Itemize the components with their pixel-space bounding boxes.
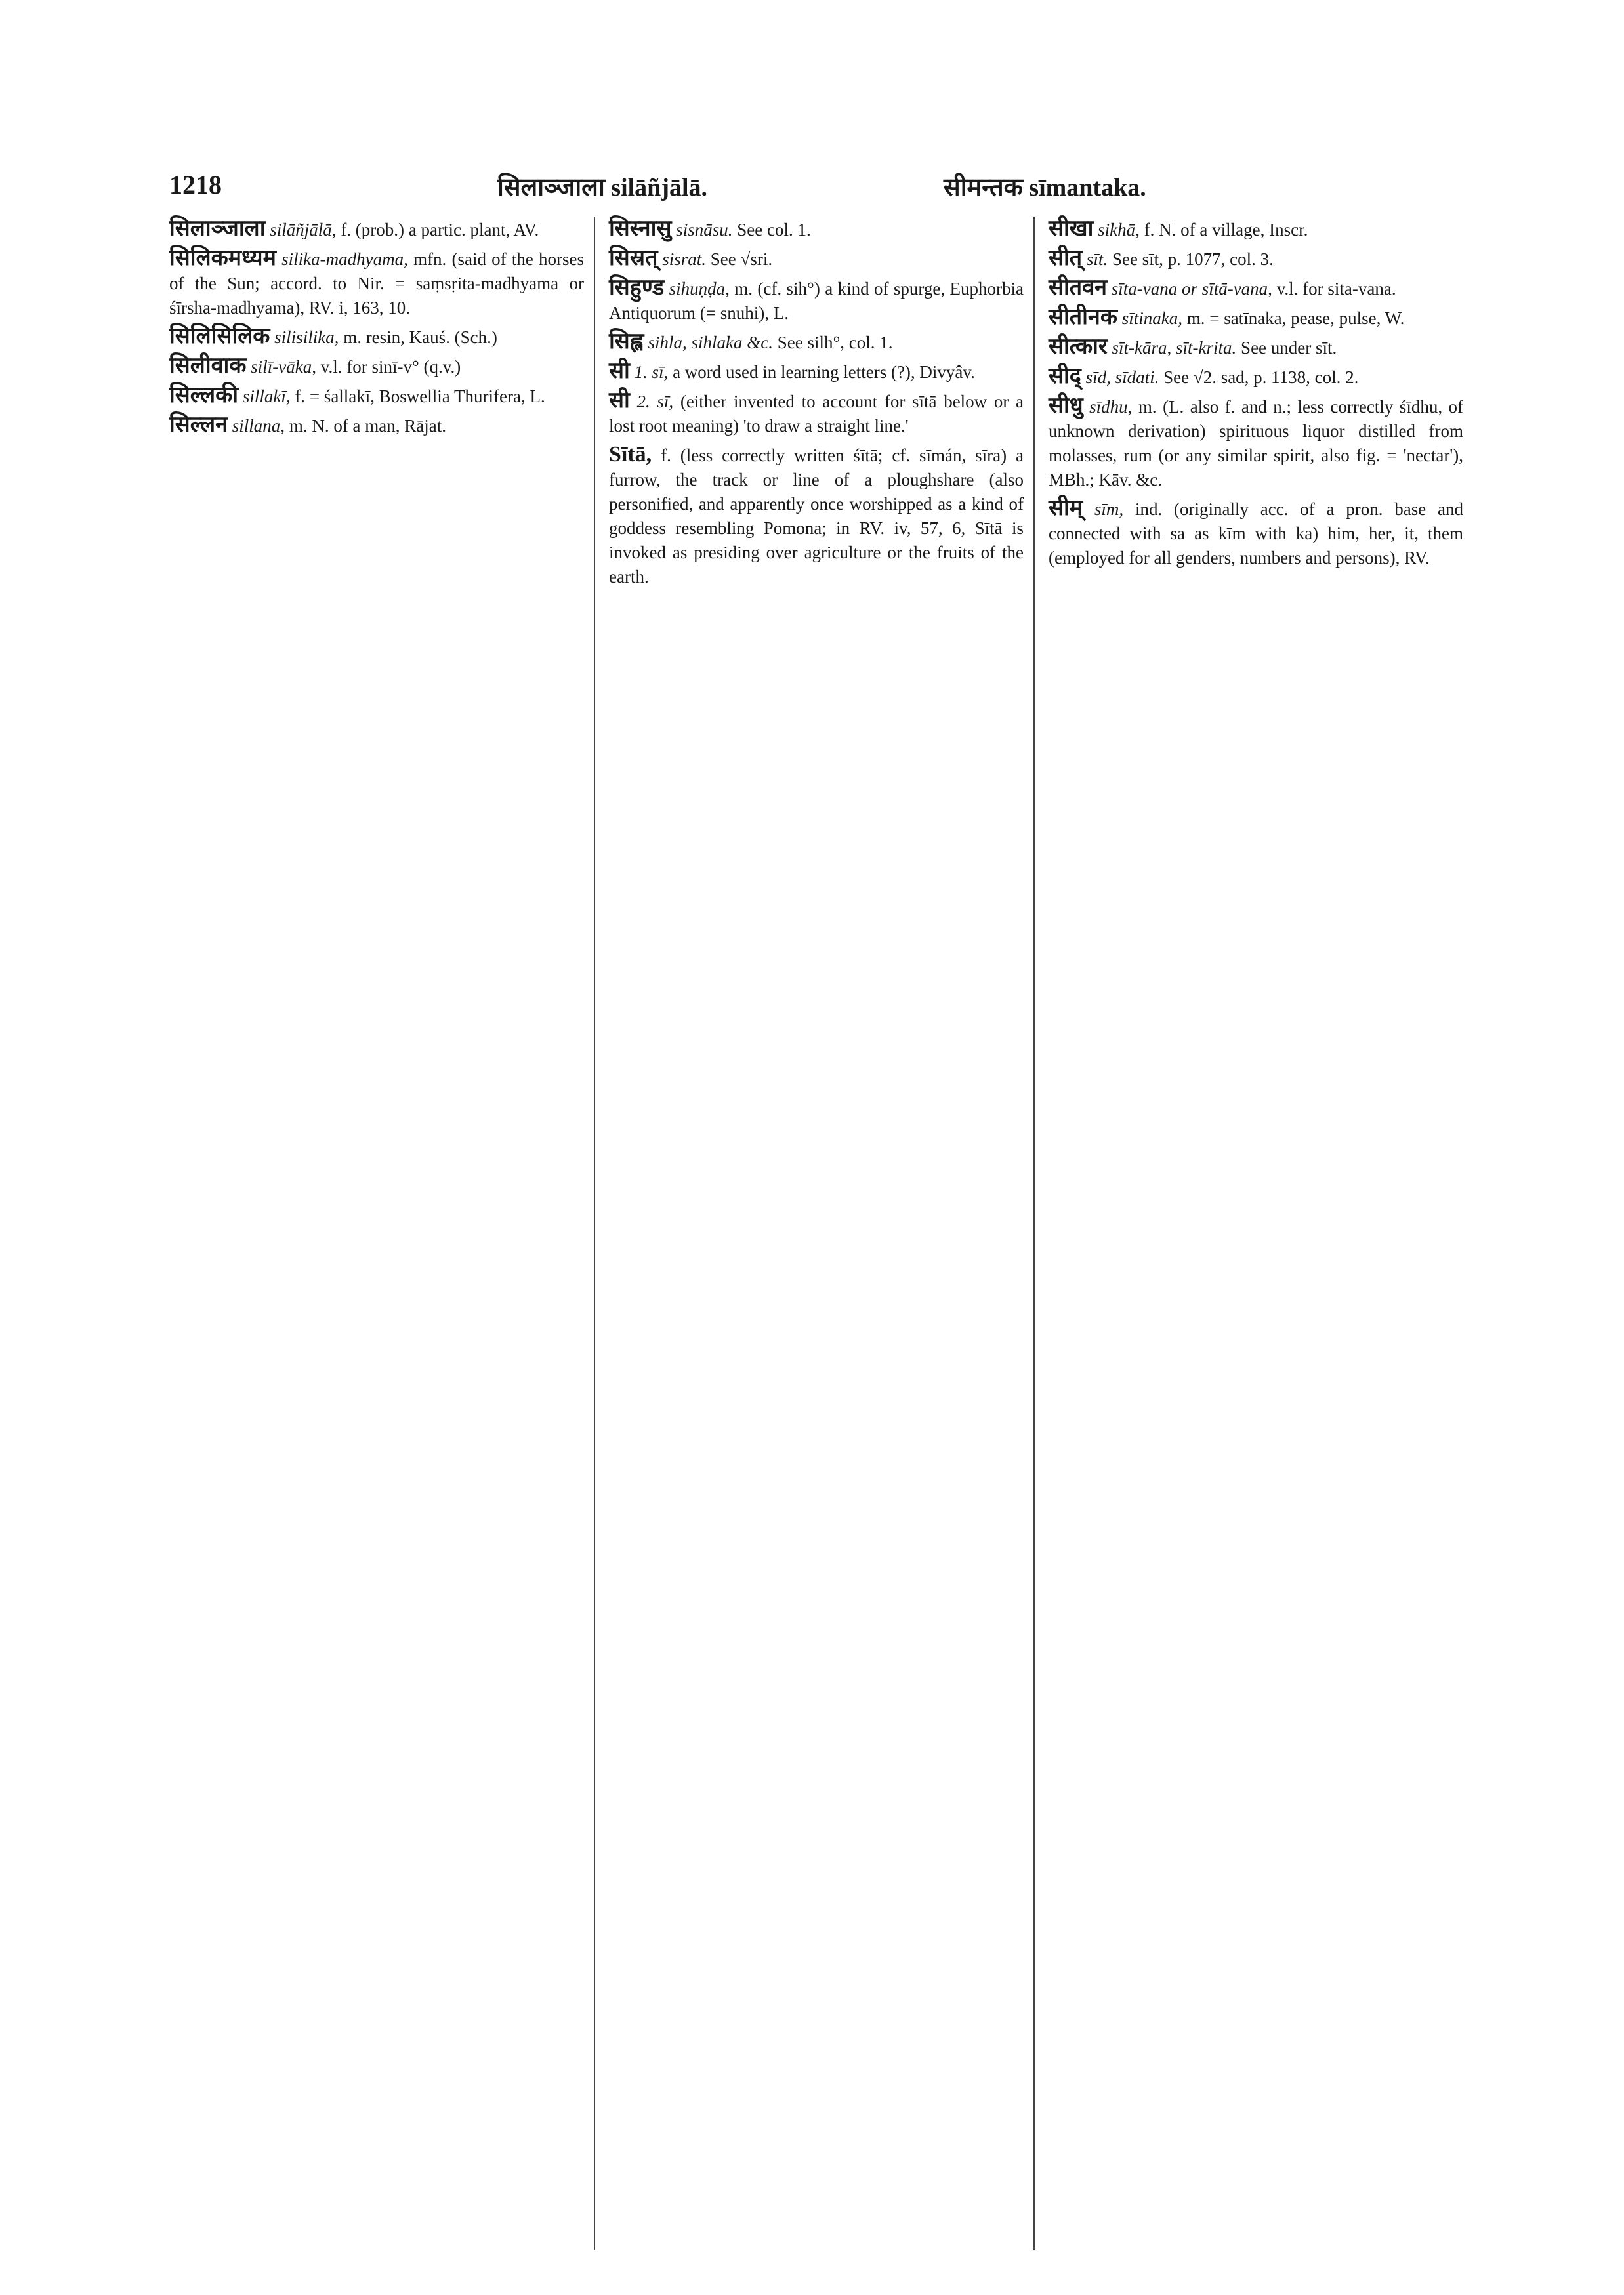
headword: सिस्नासु [609, 217, 672, 241]
transliteration: sillana, [232, 416, 285, 436]
headword: सीधु [1049, 394, 1083, 418]
transliteration: sīm, [1094, 499, 1124, 519]
definition: m. (L. also f. and n.; less correctly śīdhu, of unknown derivation) spirituous liquor distilled from molasses, rum (or any similar spirit, also fig. = 'nectar'), MBh.; Kāv. &c. [1049, 397, 1464, 489]
dictionary-entry [169, 217, 584, 242]
definition: See under sīt. [1241, 338, 1337, 358]
definition: f. = śallakī, Boswellia Thurifera, L. [295, 386, 545, 406]
dictionary-entry [609, 329, 1024, 355]
dictionary-entry [1049, 335, 1463, 360]
transliteration: silī-vāka, [251, 357, 316, 377]
transliteration: sīta-vana or sītā-vana, [1111, 279, 1272, 299]
transliteration: sihla, sihlaka &c. [648, 333, 773, 352]
dictionary-entry [169, 354, 584, 379]
dictionary-entry [1049, 496, 1463, 570]
page-number: 1218 [169, 170, 222, 199]
transliteration: silika-madhyama, [281, 249, 408, 269]
definition: v.l. for sita-vana. [1276, 279, 1396, 299]
dictionary-entry [609, 388, 1024, 438]
dictionary-entry [169, 324, 584, 350]
headword: सीतवन [1049, 276, 1107, 300]
dictionary-entry [609, 359, 1024, 384]
transliteration: sillakī, [242, 386, 291, 406]
headword: सिल्लन [169, 413, 228, 437]
headword: सिह्ल [609, 329, 644, 354]
dictionary-entry [1049, 217, 1463, 242]
headword: सीतीनक [1049, 305, 1117, 329]
definition: f. (less correctly written śītā; cf. sīmán, sīra) a furrow, the track or line of a ploughshare (also personified, and apparently once worshipped as a kind of goddess resembling Pomona; in RV. iv, 57, 6, Sītā is invoked as presiding over agriculture or the fruits of the earth. [609, 445, 1024, 587]
headword: सिस्रत् [609, 246, 658, 270]
transliteration: sīt-kāra, sīt-krita. [1112, 338, 1237, 358]
dictionary-entry [609, 442, 1024, 589]
definition: v.l. for sinī-v° (q.v.) [320, 357, 461, 377]
transliteration: sihuṇḍa, [669, 279, 730, 299]
dictionary-entry [1049, 246, 1463, 272]
page-header [169, 169, 1475, 209]
headword: सिल्लकी [169, 383, 239, 407]
transliteration: sīt. [1086, 249, 1108, 269]
definition: m. (cf. sih°) a kind of spurge, Euphorbia Antiquorum (= snuhi), L. [609, 279, 1024, 323]
transliteration: 1. sī, [634, 362, 669, 382]
headword: सीत् [1049, 246, 1083, 270]
headword: सिलिकमध्यम [169, 246, 276, 270]
column-2 [609, 217, 1024, 593]
dictionary-entry [609, 246, 1024, 272]
running-head-left: सिलाञ्जाला silāñjālā. [497, 174, 708, 201]
column-divider [1033, 217, 1035, 2250]
dictionary-entry [1049, 364, 1463, 390]
running-head-right: सीमन्तक sīmantaka. [944, 174, 1146, 201]
definition: See silh°, col. 1. [777, 333, 893, 352]
dictionary-entry [169, 413, 584, 438]
dictionary-entry [169, 383, 584, 409]
headword: सी [609, 388, 630, 413]
column-divider [594, 217, 595, 2250]
definition: See √sri. [710, 249, 773, 269]
column-1 [169, 217, 584, 442]
headword: Sītā, [609, 442, 652, 466]
transliteration: sīdhu, [1089, 397, 1133, 417]
column-3 [1049, 217, 1463, 574]
definition: a word used in learning letters (?), Divyâv. [673, 362, 975, 382]
dictionary-entry [1049, 305, 1463, 331]
definition: See √2. sad, p. 1138, col. 2. [1163, 367, 1359, 387]
definition: m. resin, Kauś. (Sch.) [343, 327, 497, 347]
transliteration: sikhā, [1098, 220, 1140, 239]
headword: सीखा [1049, 217, 1094, 241]
headword: सीत्कार [1049, 335, 1108, 359]
transliteration: sīd, sīdati. [1085, 367, 1159, 387]
headword: सिहुण्ड [609, 276, 665, 300]
headword: सिलीवाक [169, 354, 247, 378]
headword: सिलाञ्जाला [169, 217, 266, 241]
definition: f. N. of a village, Inscr. [1144, 220, 1308, 239]
definition: See sīt, p. 1077, col. 3. [1112, 249, 1274, 269]
definition: f. (prob.) a partic. plant, AV. [341, 220, 539, 239]
definition: (either invented to account for sītā below or a lost root meaning) 'to draw a straight line.' [609, 392, 1024, 436]
transliteration: silāñjālā, [270, 220, 337, 239]
transliteration: sisnāsu. [676, 220, 733, 239]
dictionary-entry [609, 217, 1024, 242]
dictionary-entry [1049, 276, 1463, 301]
dictionary-entry [1049, 394, 1463, 492]
transliteration: silisilika, [274, 327, 339, 347]
headword: सीद् [1049, 364, 1081, 388]
definition: m. = satīnaka, pease, pulse, W. [1186, 308, 1405, 328]
transliteration: sītinaka, [1121, 308, 1182, 328]
transliteration: sisrat. [662, 249, 707, 269]
definition: ind. (originally acc. of a pron. base and connected with sa as kīm with ka) him, her, it, them (employed for all genders, numbers and persons), RV. [1049, 499, 1463, 568]
dictionary-entry [609, 276, 1024, 325]
headword: सी [609, 359, 630, 383]
definition: m. N. of a man, Rājat. [289, 416, 447, 436]
headword: सिलिसिलिक [169, 324, 270, 348]
dictionary-entry [169, 246, 584, 320]
transliteration: 2. sī, [636, 392, 674, 411]
definition: mfn. (said of the horses of the Sun; accord. to Nir. = saṃsṛita-madhyama or śīrsha-madhyama), RV. i, 163, 10. [169, 249, 585, 318]
headword: सीम् [1049, 496, 1083, 520]
definition: See col. 1. [737, 220, 811, 239]
